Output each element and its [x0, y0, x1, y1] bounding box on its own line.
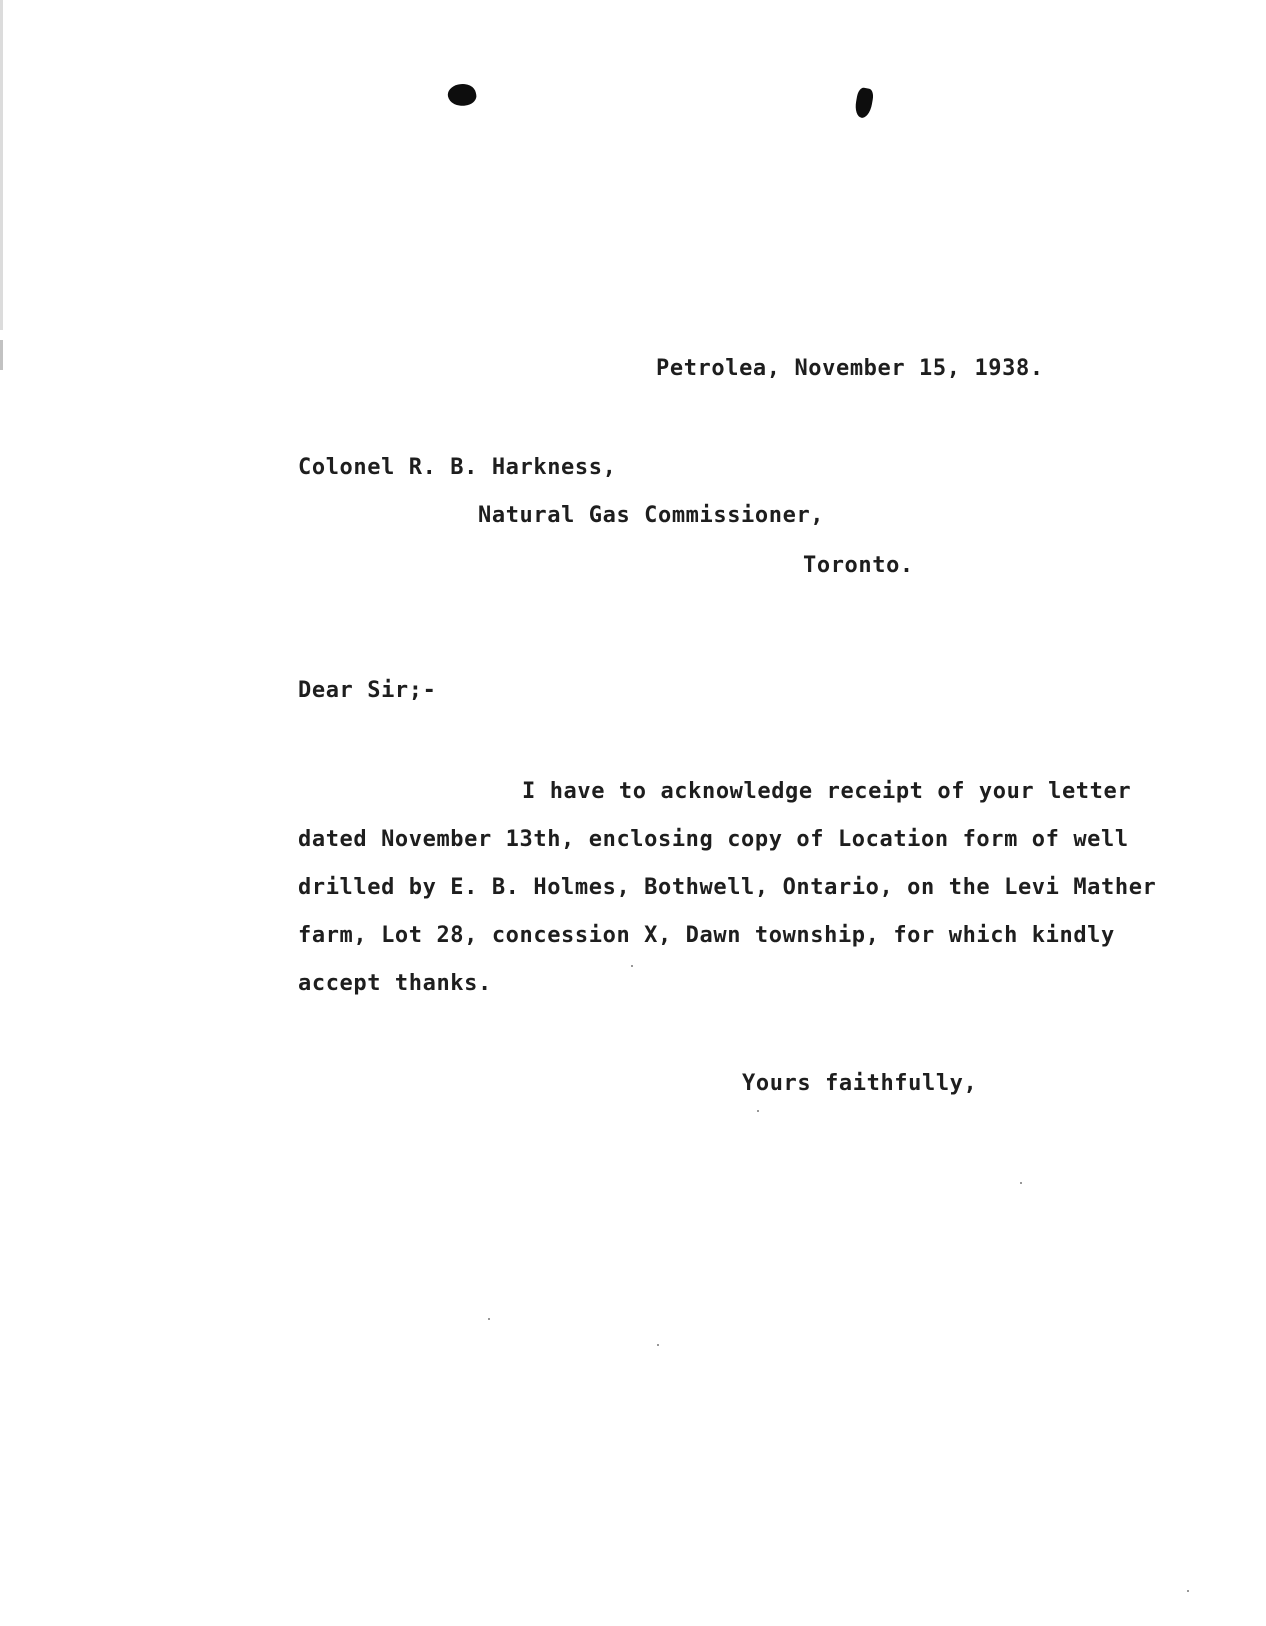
salutation: Dear Sir;-: [298, 678, 437, 703]
paper-speck: [1187, 1590, 1189, 1592]
paper-speck: [488, 1318, 490, 1320]
paper-speck: [757, 1110, 759, 1112]
closing: Yours faithfully,: [742, 1071, 978, 1096]
body-line: farm, Lot 28, concession X, Dawn township, for which kindly: [298, 923, 1115, 948]
ink-blot-left: [446, 81, 478, 108]
scan-edge-mark: [0, 340, 3, 370]
recipient-title: Natural Gas Commissioner,: [478, 503, 825, 528]
body-line: dated November 13th, enclosing copy of Location form of well: [298, 827, 1129, 852]
body-line: drilled by E. B. Holmes, Bothwell, Ontario, on the Levi Mather: [298, 875, 1157, 900]
paper-speck: [657, 1344, 659, 1346]
recipient-city: Toronto.: [803, 553, 914, 578]
paper-speck: [1020, 1182, 1022, 1184]
paper-speck: [631, 965, 633, 967]
scan-edge-mark: [0, 0, 3, 330]
body-line: I have to acknowledge receipt of your letter: [522, 779, 1132, 804]
recipient-name: Colonel R. B. Harkness,: [298, 455, 617, 480]
body-line: accept thanks.: [298, 971, 492, 996]
letter-dateline: Petrolea, November 15, 1938.: [656, 356, 1044, 381]
ink-blot-right: [854, 87, 875, 119]
